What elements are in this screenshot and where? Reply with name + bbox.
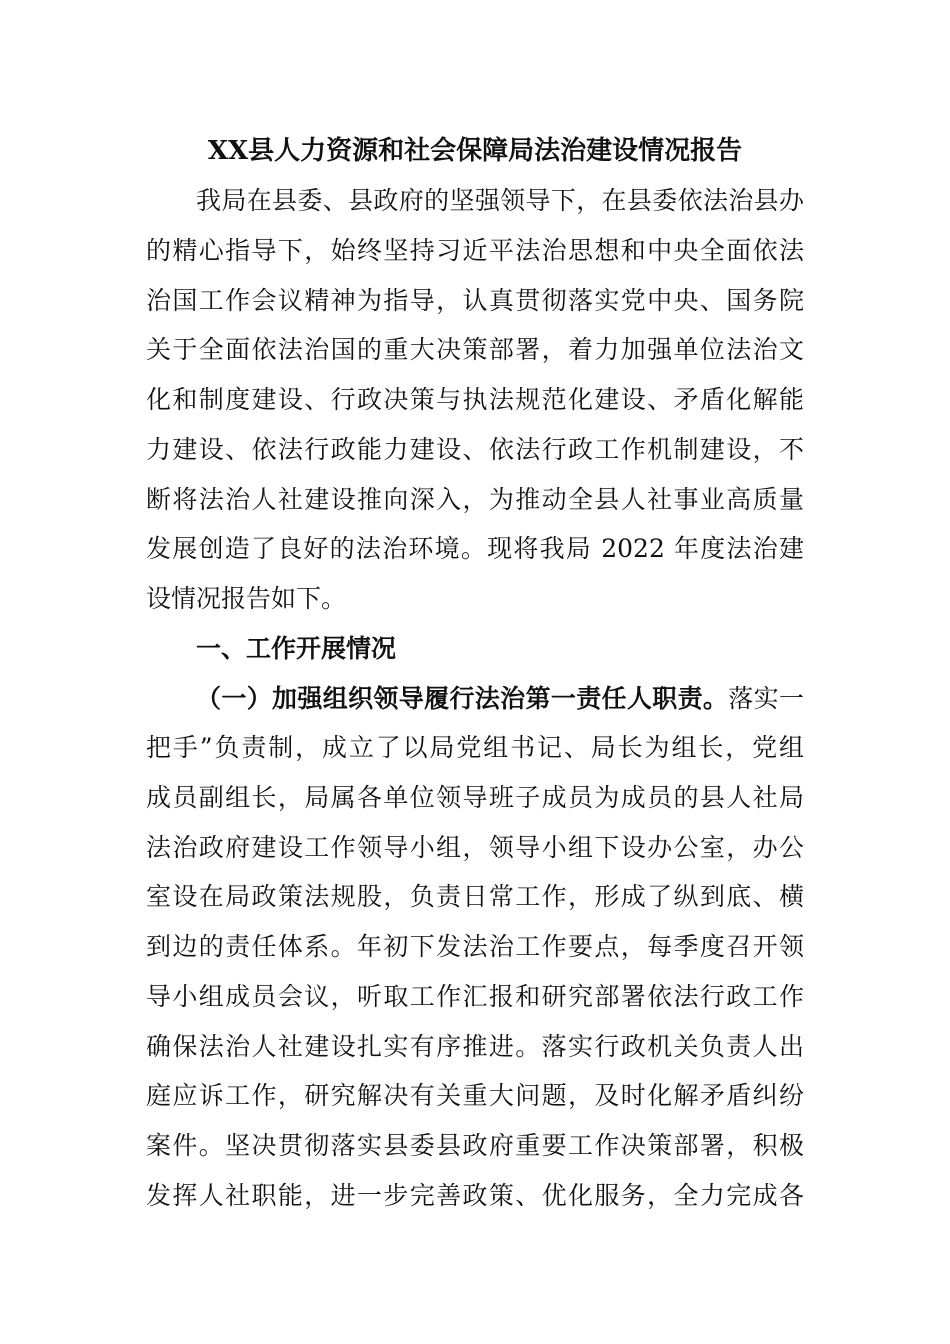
paragraph-line: 导小组成员会议，听取工作汇报和研究部署依法行政工作 [146, 982, 804, 1011]
paragraph-line: 案件。坚决贯彻落实县委县政府重要工作决策部署，积极 [146, 1131, 804, 1160]
paragraph-line: 成员副组长，局属各单位领导班子成员为成员的县人社局 [146, 783, 804, 812]
subsection-lead-rest: 落实一 [728, 684, 804, 713]
paragraph-line: 室设在局政策法规股，负责日常工作，形成了纵到底、横 [146, 882, 804, 911]
document-title: XX县人力资源和社会保障局法治建设情况报告 [207, 136, 743, 166]
paragraph-line: 到边的责任体系。年初下发法治工作要点，每季度召开领 [146, 932, 804, 961]
paragraph-line: 力建设、依法行政能力建设、依法行政工作机制建设，不 [146, 435, 804, 464]
paragraph-line: 把手”负责制，成立了以局党组书记、局长为组长，党组 [146, 733, 804, 762]
paragraph-line: 关于全面依法治国的重大决策部署，着力加强单位法治文 [146, 335, 804, 364]
subsection-heading: （一）加强组织领导履行法治第一责任人职责。 [196, 684, 729, 713]
paragraph-line: 法治政府建设工作领导小组，领导小组下设办公室，办公 [146, 833, 804, 862]
paragraph-line: 发挥人社职能，进一步完善政策、优化服务，全力完成各 [146, 1181, 804, 1210]
paragraph-line: 化和制度建设、行政决策与执法规范化建设、矛盾化解能 [146, 385, 804, 414]
paragraph-line: 的精心指导下，始终坚持习近平法治思想和中央全面依法 [146, 236, 804, 265]
paragraph-line: 断将法治人社建设推向深入，为推动全县人社事业高质量 [146, 485, 804, 514]
paragraph-line: 设情况报告如下。 [146, 584, 347, 613]
section-heading: 一、工作开展情况 [196, 634, 397, 663]
subsection-lead-line [196, 679, 804, 719]
paragraph-line: 治国工作会议精神为指导，认真贯彻落实党中央、国务院 [146, 286, 804, 315]
paragraph-line: 发展创造了良好的法治环境。现将我局 2022 年度法治建 [146, 534, 804, 563]
paragraph-line: 我局在县委、县政府的坚强领导下，在县委依法治县办 [196, 186, 804, 215]
paragraph-line: 确保法治人社建设扎实有序推进。落实行政机关负责人出 [146, 1032, 804, 1061]
paragraph-line: 庭应诉工作，研究解决有关重大问题，及时化解矛盾纠纷 [146, 1081, 804, 1110]
